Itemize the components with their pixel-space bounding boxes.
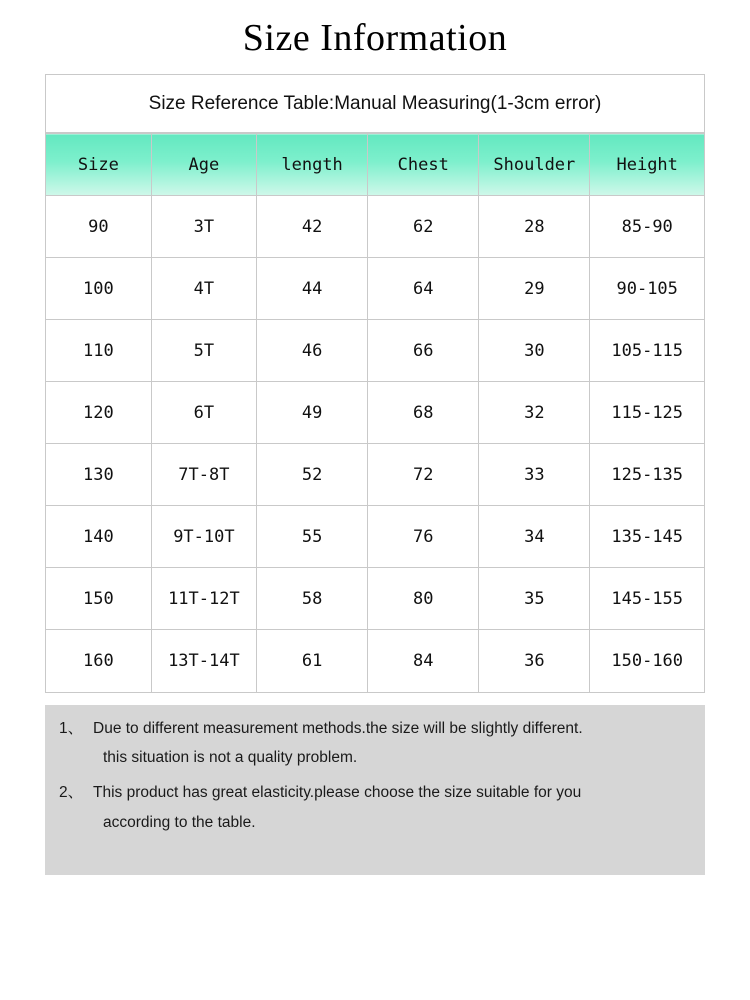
cell-chest: 66 [368,320,479,382]
cell-size: 120 [46,382,151,444]
table-row [46,382,704,444]
column-header-age: Age [151,134,256,196]
cell-size: 90 [46,196,151,258]
column-header-shoulder: Shoulder [479,134,590,196]
cell-length: 49 [257,382,368,444]
note-1 [59,719,691,738]
cell-shoulder: 33 [479,444,590,506]
cell-size: 150 [46,568,151,630]
note-2-continuation: according to the table. [103,813,256,831]
cell-length: 55 [257,506,368,568]
table-row [46,506,704,568]
column-header-length: length [257,134,368,196]
note-1-continuation: this situation is not a quality problem. [103,748,358,766]
cell-age: 6T [151,382,256,444]
note-2 [59,783,691,802]
cell-size: 110 [46,320,151,382]
cell-height: 125-135 [590,444,704,506]
table-header-row [46,134,704,196]
cell-length: 44 [257,258,368,320]
note-2-number: 2、 [59,784,84,802]
size-table-container [45,74,705,693]
table-row [46,320,704,382]
cell-length: 61 [257,630,368,692]
table-row [46,568,704,630]
cell-size: 100 [46,258,151,320]
cell-length: 58 [257,568,368,630]
cell-height: 85-90 [590,196,704,258]
table-caption: Size Reference Table:Manual Measuring(1-3cm error) [46,75,704,133]
column-header-size: Size [46,134,151,196]
cell-length: 46 [257,320,368,382]
cell-size: 140 [46,506,151,568]
cell-chest: 64 [368,258,479,320]
column-header-chest: Chest [368,134,479,196]
cell-shoulder: 34 [479,506,590,568]
size-reference-table [46,133,704,692]
table-row [46,444,704,506]
cell-age: 7T-8T [151,444,256,506]
cell-shoulder: 36 [479,630,590,692]
page-title: Size Information [242,17,508,59]
cell-length: 52 [257,444,368,506]
cell-age: 4T [151,258,256,320]
note-1-number: 1、 [59,719,84,737]
notes-section [45,705,705,875]
cell-shoulder: 29 [479,258,590,320]
cell-size: 160 [46,630,151,692]
cell-height: 115-125 [590,382,704,444]
column-header-height: Height [590,134,704,196]
table-row [46,196,704,258]
table-row [46,630,704,692]
cell-chest: 62 [368,196,479,258]
cell-shoulder: 30 [479,320,590,382]
note-1-text: Due to different measurement methods.the size will be slightly different. [93,719,583,737]
note-2-text: This product has great elasticity.please choose the size suitable for you [93,784,582,802]
cell-chest: 84 [368,630,479,692]
cell-chest: 80 [368,568,479,630]
cell-age: 3T [151,196,256,258]
cell-age: 9T-10T [151,506,256,568]
cell-chest: 72 [368,444,479,506]
cell-height: 150-160 [590,630,704,692]
cell-shoulder: 32 [479,382,590,444]
cell-age: 11T-12T [151,568,256,630]
cell-age: 5T [151,320,256,382]
cell-length: 42 [257,196,368,258]
cell-shoulder: 28 [479,196,590,258]
cell-shoulder: 35 [479,568,590,630]
cell-height: 135-145 [590,506,704,568]
cell-age: 13T-14T [151,630,256,692]
table-row [46,258,704,320]
cell-chest: 76 [368,506,479,568]
cell-height: 90-105 [590,258,704,320]
cell-chest: 68 [368,382,479,444]
cell-height: 105-115 [590,320,704,382]
cell-size: 130 [46,444,151,506]
cell-height: 145-155 [590,568,704,630]
